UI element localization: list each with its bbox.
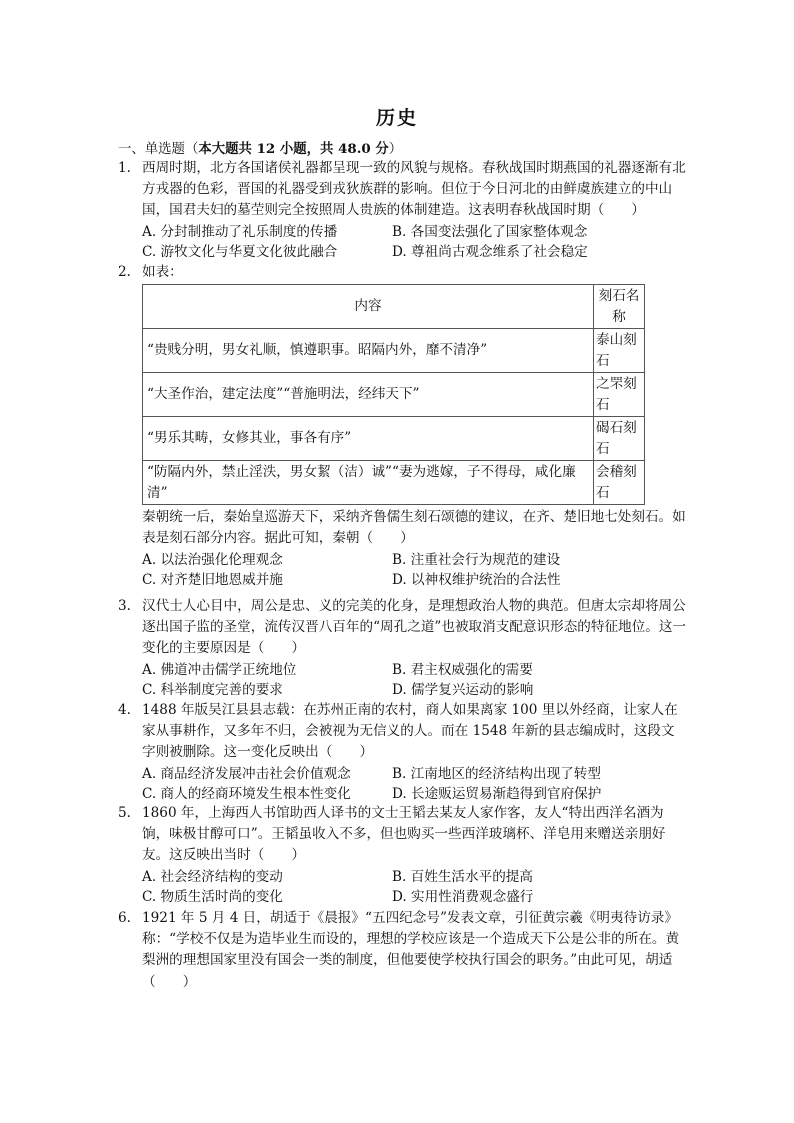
table-cell-stone-name: 碣石刻石 [594, 417, 645, 461]
question-2 [118, 262, 688, 591]
stone-inscription-table [142, 284, 645, 505]
question-stem: 1860 年，上海西人书馆助西人译书的文士王韬去某友人家作客，友人“特出西洋名酒为饷，味极甘醇可口”。王韬虽收入不多，但也购买一些西洋玻璃杯、洋皂用来赠送亲朋好友。这反映出当时（ ） [142, 805, 666, 864]
option-d[interactable]: D. 儒学复兴运动的影响 [392, 682, 534, 699]
options [142, 550, 688, 591]
table-cell-content: “大圣作治，建定法度”“普施明法，经纬天下” [143, 373, 594, 417]
section-heading [118, 138, 402, 157]
option-a[interactable]: A. 分封制推动了礼乐制度的传播 [142, 223, 338, 240]
question-number: 6. [118, 910, 131, 926]
table-cell-stone-name: 之罘刻石 [594, 373, 645, 417]
section-suffix: ） [388, 142, 403, 157]
question-stem: 西周时期，北方各国诸侯礼器都呈现一致的风貌与规格。春秋战国时期燕国的礼器逐渐有北方戎器的色彩，晋国的礼器受到戎狄族群的影响。但位于今日河北的由鲜虞族建立的中山国，国君夫妇的墓茔则完全按照周人贵族的体制建造。这表明春秋战国时期（ ） [142, 160, 686, 219]
question-number: 1. [118, 160, 131, 176]
question-stem: 1488 年版吴江县县志载：在苏州正南的农村，商人如果离家 100 里以外经商，让家人在家从事耕作，又多年不归，会被视为无信义的人。而在 1548 年新的县志编成时，这段文字则被删除。这一变化反映出（ ） [142, 702, 678, 761]
option-c[interactable]: C. 物质生活时尚的变化 [142, 889, 283, 906]
question-stem: 1921 年 5 月 4 日，胡适于《晨报》“五四纪念号”发表文章，引征黄宗羲《明夷待访录》称：“学校不仅是为造毕业生而设的，理想的学校应该是一个造成天下公是公非的所在。黄梨洲的理想国家里没有国会一类的制度，但他要使学校执行国会的职务。”由此可见，胡适（ ） [142, 910, 680, 990]
table-header-content: 内容 [143, 285, 594, 329]
option-b[interactable]: B. 江南地区的经济结构出现了转型 [392, 765, 601, 782]
option-d[interactable]: D. 以神权维护统治的合法性 [392, 572, 561, 589]
options [142, 764, 688, 805]
table-row [143, 461, 645, 505]
page-title: 历史 [375, 107, 418, 129]
question-intro: 如表： [142, 264, 183, 280]
options [142, 660, 688, 701]
option-a[interactable]: A. 社会经济结构的变动 [142, 868, 283, 885]
question-number: 5. [118, 805, 131, 821]
option-b[interactable]: B. 君主权威强化的需要 [392, 661, 533, 678]
option-a[interactable]: A. 商品经济发展冲击社会价值观念 [142, 765, 351, 782]
question-stem: 汉代士人心目中，周公是忠、义的完美的化身，是理想政治人物的典范。但唐太宗却将周公逐出国子监的圣堂，流传汉晋八百年的“周孔之道”也被取消支配意识形态的特征地位。这一变化的主要原因是（ ） [142, 598, 687, 657]
option-c[interactable]: C. 对齐楚旧地恩威并施 [142, 572, 283, 589]
option-a[interactable]: A. 以法治强化伦理观念 [142, 551, 283, 568]
table-cell-content: “贵贱分明，男女礼顺，慎遵职事。昭隔内外，靡不清净” [143, 329, 594, 373]
section-prefix: 一、单选题（ [118, 142, 199, 157]
table-row [143, 373, 645, 417]
table-cell-content: “男乐其畴，女修其业，事各有序” [143, 417, 594, 461]
question-number: 2. [118, 264, 131, 280]
question-1 [118, 158, 688, 263]
question-6 [118, 908, 688, 993]
section-detail: 本大题共 12 小题，共 48.0 分 [198, 141, 389, 157]
table-cell-stone-name: 泰山刻石 [594, 329, 645, 373]
option-b[interactable]: B. 注重社会行为规范的建设 [392, 551, 561, 568]
option-c[interactable]: C. 商人的经商环境发生根本性变化 [142, 786, 351, 803]
option-b[interactable]: B. 百姓生活水平的提高 [392, 868, 533, 885]
table-row [143, 329, 645, 373]
option-c[interactable]: C. 科举制度完善的要求 [142, 682, 283, 699]
question-stem: 秦朝统一后，秦始皇巡游天下，采纳齐鲁儒生刻石颂德的建议，在齐、楚旧地七处刻石。如表是刻石部分内容。据此可知，秦朝（ ） [142, 509, 686, 547]
question-number: 4. [118, 702, 131, 718]
options [142, 222, 688, 263]
options [142, 867, 688, 908]
table-cell-stone-name: 会稽刻石 [594, 461, 645, 505]
option-d[interactable]: D. 尊祖尚古观念维系了社会稳定 [392, 244, 588, 261]
table-row [143, 417, 645, 461]
question-number: 3. [118, 598, 131, 614]
table-header-stone-name: 刻石名称 [594, 285, 645, 329]
question-4 [118, 700, 688, 805]
question-5 [118, 803, 688, 908]
table-cell-content: “防隔内外，禁止淫泆，男女絜（洁）诚”“妻为逃嫁，子不得母，咸化廉清” [143, 461, 594, 505]
option-c[interactable]: C. 游牧文化与华夏文化彼此融合 [142, 244, 338, 261]
option-d[interactable]: D. 长途贩运贸易渐趋得到官府保护 [392, 786, 602, 803]
question-3 [118, 596, 688, 701]
option-b[interactable]: B. 各国变法强化了国家整体观念 [392, 223, 588, 240]
option-d[interactable]: D. 实用性消费观念盛行 [392, 889, 534, 906]
option-a[interactable]: A. 佛道冲击儒学正统地位 [142, 661, 297, 678]
